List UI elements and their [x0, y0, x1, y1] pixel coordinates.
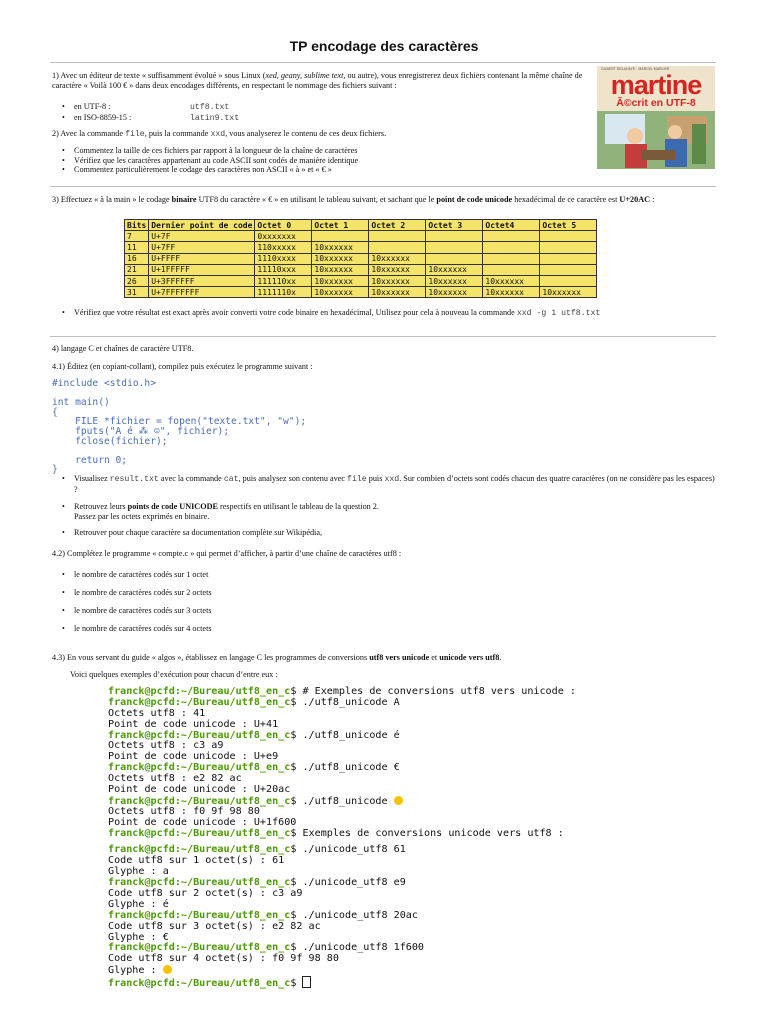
terminal-output-line: Octets utf8 : f0 9f 98 80 [108, 805, 260, 817]
table-cell: 1110xxxx [255, 253, 312, 264]
terminal-screenshot [108, 686, 650, 990]
list-item: • en UTF-8 : utf8.txt [60, 102, 360, 113]
terminal-prompt: franck@pcfd:~/Bureau/utf8_en_c [108, 978, 291, 990]
table-cell: 7 [125, 231, 149, 242]
table-cell [369, 242, 426, 253]
terminal-prompt: franck@pcfd:~/Bureau/utf8_en_c [108, 844, 291, 856]
question-2: 2) Avec la commande file, puis la commande xxd, vous analyserez le contenu de ces deux fichiers. [52, 129, 387, 139]
table-cell [540, 275, 597, 286]
table-header-row [125, 220, 597, 231]
terminal-output-line: Code utf8 sur 2 octet(s) : c3 a9 [108, 888, 303, 900]
table-row [125, 275, 597, 286]
table-row [125, 242, 597, 253]
terminal-command-line: franck@pcfd:~/Bureau/utf8_en_c$ # Exemples de conversions utf8 vers unicode : [108, 686, 576, 697]
smiley-emoji-icon [394, 796, 403, 805]
terminal-command-line: franck@pcfd:~/Bureau/utf8_en_c$ ./utf8_unicode é [108, 729, 400, 741]
table-cell: 26 [125, 275, 149, 286]
table-cell: 10xxxxxx [483, 287, 540, 298]
c-source-code: #include <stdio.h> int main() { FILE *fichier = fopen("texte.txt", "w"); fputs("A é ⁂ ☺", fichier); fclose(fichier); return 0; } [52, 378, 307, 476]
table-cell [426, 242, 483, 253]
terminal-command-line: franck@pcfd:~/Bureau/utf8_en_c$ ./utf8_unicode € [108, 762, 400, 774]
list-item: • le nombre de caractères codés sur 1 octet [60, 566, 460, 584]
column-header: Octet 3 [426, 220, 483, 231]
table-cell: U+7FF [149, 242, 255, 253]
terminal-command-line: franck@pcfd:~/Bureau/utf8_en_c$ ./unicode_utf8 e9 [108, 877, 406, 889]
table-cell: 10xxxxxx [426, 264, 483, 275]
table-cell: 1111110x [255, 287, 312, 298]
table-cell: 10xxxxxx [369, 264, 426, 275]
terminal-prompt: franck@pcfd:~/Bureau/utf8_en_c [108, 909, 291, 921]
table-cell [312, 231, 369, 242]
list-item: • le nombre de caractères codés sur 2 octets [60, 584, 460, 602]
question-3: 3) Effectuez « à la main » le codage binaire UTF8 du caractère « € » en utilisant le tableau suivant, et sachant que le point de code unicode hexadécimal de ce caractère est U+20AC : [52, 195, 655, 204]
question-4-1-bullets [60, 474, 716, 538]
question-3-check [60, 308, 716, 319]
table-cell: 10xxxxxx [369, 253, 426, 264]
terminal-output-line: Octets utf8 : e2 82 ac [108, 773, 242, 785]
terminal-block-utf8-to-unicode [108, 687, 650, 839]
table-cell: 16 [125, 253, 149, 264]
column-header: Octet 2 [369, 220, 426, 231]
terminal-output-line: Point de code unicode : U+41 [108, 718, 279, 730]
table-cell: 110xxxxx [255, 242, 312, 253]
terminal-command-line: franck@pcfd:~/Bureau/utf8_en_c$ ./unicode_utf8 20ac [108, 909, 418, 921]
table-cell [483, 242, 540, 253]
table-cell: 31 [125, 287, 149, 298]
list-item: • Retrouvez leurs points de code UNICODE respectifs en utilisant le tableau de la question 2. Passez par les octets exprimés en binaire. [60, 502, 716, 521]
question-4-2-bullets [60, 566, 460, 638]
table-cell [540, 264, 597, 275]
table-row [125, 287, 597, 298]
question-2-bullets [60, 146, 580, 175]
cover-authors: GILBERT DELAHAYE · MARCEL MARLIER [601, 67, 670, 71]
column-header: Bits [125, 220, 149, 231]
question-4-2: 4.2) Complétez le programme « compte.c » qui permet d’afficher, à partir d’une chaîne de caractères utf8 : [52, 549, 402, 558]
table-cell: 10xxxxxx [312, 264, 369, 275]
table-cell: 10xxxxxx [369, 275, 426, 286]
file-list [60, 102, 360, 124]
terminal-command-line: franck@pcfd:~/Bureau/utf8_en_c$ ./utf8_unicode [108, 796, 650, 807]
cover-subtitle: Ã©crit en UTF-8 [616, 97, 696, 109]
list-item: • le nombre de caractères codés sur 4 octets [60, 620, 460, 638]
terminal-output-line: Octets utf8 : c3 a9 [108, 740, 224, 752]
question-4-1: 4.1) Éditez (en copiant-collant), compilez puis exécutez le programme suivant : [52, 362, 313, 371]
cover-brand: martine [610, 70, 702, 100]
table-cell: 10xxxxxx [312, 242, 369, 253]
terminal-command-line: franck@pcfd:~/Bureau/utf8_en_c$ [108, 976, 650, 987]
table-cell [540, 242, 597, 253]
divider [50, 336, 716, 337]
list-item: • le nombre de caractères codés sur 3 octets [60, 602, 460, 620]
terminal-prompt: franck@pcfd:~/Bureau/utf8_en_c [108, 696, 291, 708]
terminal-prompt: franck@pcfd:~/Bureau/utf8_en_c [108, 877, 291, 889]
table-cell: 10xxxxxx [369, 287, 426, 298]
terminal-prompt: franck@pcfd:~/Bureau/utf8_en_c [108, 762, 291, 774]
table-cell: 21 [125, 264, 149, 275]
table-cell: U+FFFF [149, 253, 255, 264]
terminal-block-unicode-to-utf8 [108, 844, 650, 990]
terminal-command-line: franck@pcfd:~/Bureau/utf8_en_c$ ./utf8_unicode A [108, 696, 400, 708]
divider [50, 62, 716, 63]
table-cell [426, 231, 483, 242]
column-header: Octet4 [483, 220, 540, 231]
terminal-prompt: franck@pcfd:~/Bureau/utf8_en_c [108, 795, 291, 807]
smiley-emoji-icon [163, 965, 172, 974]
table-cell: 11110xxx [255, 264, 312, 275]
column-header: Dernier point de code [149, 220, 255, 231]
table-cell: 0xxxxxxx [255, 231, 312, 242]
list-item: • Visualisez result.txt avec la commande cat, puis analysez son contenu avec file puis xxd. Sur combien d’octets sont codés chacun des quatre caractères (on ne considère pas les espaces) ? [60, 474, 716, 494]
table-row [125, 253, 597, 264]
table-cell: 10xxxxxx [483, 275, 540, 286]
terminal-prompt: franck@pcfd:~/Bureau/utf8_en_c [108, 827, 291, 839]
table-cell [540, 253, 597, 264]
column-header: Octet 5 [540, 220, 597, 231]
table-cell [483, 231, 540, 242]
terminal-output-line: Glyphe : [108, 965, 650, 976]
table-cell: 10xxxxxx [540, 287, 597, 298]
divider [50, 186, 716, 187]
column-header: Octet 1 [312, 220, 369, 231]
list-item: • Vérifiez que votre résultat est exact après avoir converti votre code binaire en hexadécimal, Utilisez pour cela à nouveau la commande xxd -g 1 utf8.txt [60, 308, 716, 319]
terminal-output-line: Point de code unicode : U+20ac [108, 784, 291, 796]
terminal-command-line: franck@pcfd:~/Bureau/utf8_en_c$ ./unicode_utf8 61 [108, 844, 406, 856]
terminal-prompt: franck@pcfd:~/Bureau/utf8_en_c [108, 942, 291, 954]
terminal-output-line: Point de code unicode : U+1f600 [108, 816, 297, 828]
table-cell [369, 231, 426, 242]
question-4-3-subtitle: Voici quelques exemples d’exécution pour chacun d’entre eux : [70, 670, 278, 679]
table-row [125, 231, 597, 242]
utf8-encoding-table [124, 219, 597, 298]
table-cell: 10xxxxxx [312, 275, 369, 286]
table-cell: 10xxxxxx [426, 287, 483, 298]
list-item: • en ISO-8859-15 : latin9.txt [60, 113, 360, 124]
table-cell: 11 [125, 242, 149, 253]
page-title: TP encodage des caractères [289, 38, 479, 54]
terminal-output-line: Code utf8 sur 1 octet(s) : 61 [108, 855, 285, 867]
table-cell [483, 264, 540, 275]
terminal-output-line: Point de code unicode : U+e9 [108, 751, 279, 763]
table-cell: U+3FFFFFF [149, 275, 255, 286]
terminal-output-line: Glyphe : é [108, 898, 169, 910]
question-4-3: 4.3) En vous servant du guide « algos », établissez en langage C les programmes de conversions utf8 vers unicode et unicode vers utf8. [52, 653, 502, 662]
question-4-heading: 4) langage C et chaînes de caractère UTF8. [52, 344, 194, 353]
table-row [125, 264, 597, 275]
table-cell: 10xxxxxx [426, 275, 483, 286]
terminal-command-line: franck@pcfd:~/Bureau/utf8_en_c$ Exemples de conversions unicode vers utf8 : [108, 827, 564, 839]
terminal-output-line: Glyphe : € [108, 931, 169, 943]
column-header: Octet 0 [255, 220, 312, 231]
terminal-output-line: Octets utf8 : 41 [108, 707, 206, 719]
table-cell [483, 253, 540, 264]
terminal-output-line: Code utf8 sur 4 octet(s) : f0 9f 98 80 [108, 953, 339, 965]
question-1: 1) Avec un éditeur de texte « suffisamment évolué » sous Linux (xed, geany, sublime text, ou autre), vous enregistrerez deux fichiers contenant la même chaîne de caractère « Voilà 100 € » dans deux encodages différents, en respectant le nommage des fichiers suivant : [52, 71, 583, 90]
table-cell [540, 231, 597, 242]
table-cell: U+7F [149, 231, 255, 242]
table-cell: 10xxxxxx [312, 287, 369, 298]
table-cell: 111110xx [255, 275, 312, 286]
list-item: • Retrouver pour chaque caractère sa documentation complète sur Wikipédia, [60, 528, 716, 538]
table-cell: U+1FFFFF [149, 264, 255, 275]
terminal-output-line: Glyphe : a [108, 866, 169, 878]
terminal-prompt: franck@pcfd:~/Bureau/utf8_en_c [108, 686, 291, 697]
table-cell [426, 253, 483, 264]
terminal-prompt: franck@pcfd:~/Bureau/utf8_en_c [108, 729, 291, 741]
list-item: • Commentez particulièrement le codage des caractères non ASCII « à » et « € » [60, 165, 580, 175]
terminal-cursor [302, 976, 311, 988]
terminal-output-line: Code utf8 sur 3 octet(s) : e2 82 ac [108, 920, 321, 932]
table-cell: U+7FFFFFFF [149, 287, 255, 298]
list-item: • Commentez la taille de ces fichiers par rapport à la longueur de la chaîne de caractères [60, 146, 580, 156]
list-item: • Vérifiez que les caractères appartenant au code ASCII sont codés de manière identique [60, 156, 580, 166]
terminal-command-line: franck@pcfd:~/Bureau/utf8_en_c$ ./unicode_utf8 1f600 [108, 942, 425, 954]
table-cell: 10xxxxxx [312, 253, 369, 264]
book-cover-image [597, 66, 715, 169]
